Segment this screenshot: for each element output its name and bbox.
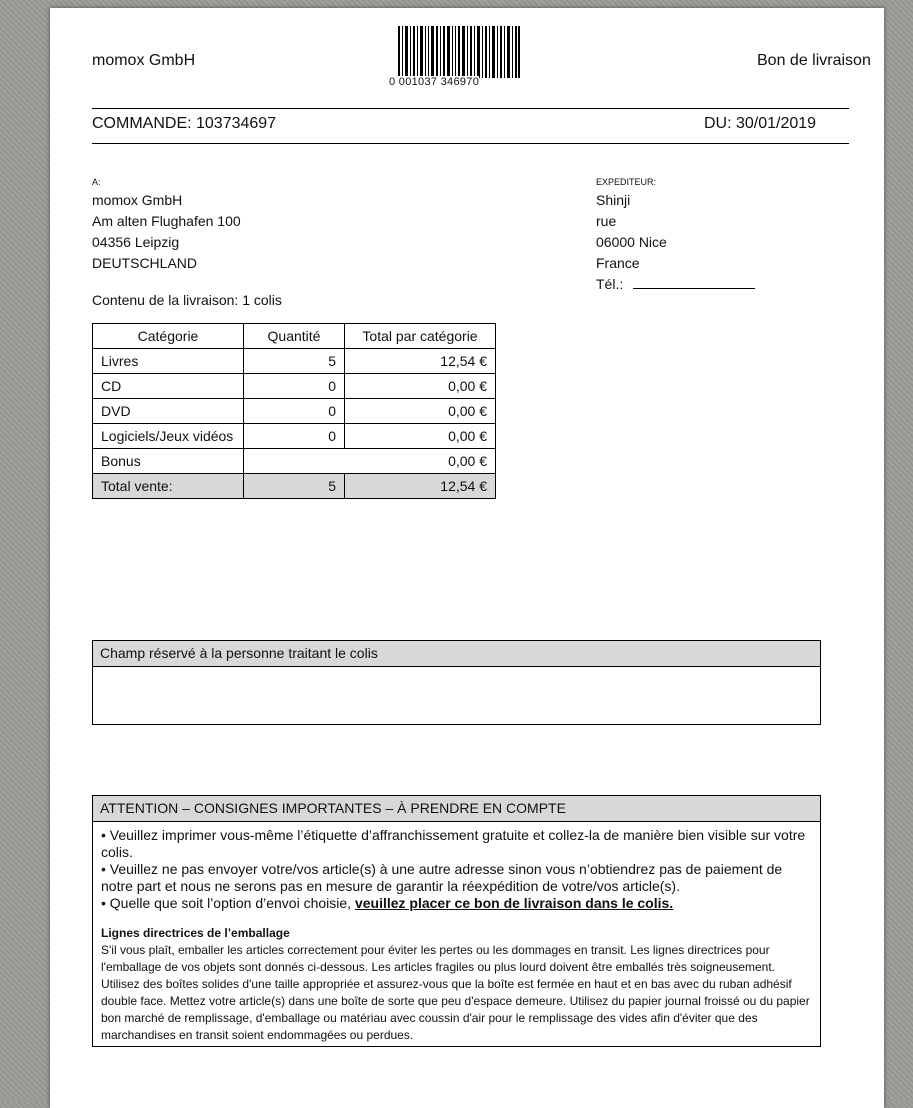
sender-label: EXPEDITEUR:: [596, 177, 657, 187]
column-header: Total par catégorie: [345, 324, 496, 349]
category-table: [92, 323, 496, 499]
quantity-cell: 0: [244, 399, 345, 424]
column-header: Quantité: [244, 324, 345, 349]
order-date: DU: 30/01/2019: [704, 115, 817, 132]
table-row: [93, 374, 496, 399]
quantity-cell: 0: [244, 424, 345, 449]
category-cell: DVD: [93, 399, 244, 424]
category-cell: Logiciels/Jeux vidéos: [93, 424, 244, 449]
recipient-line: 04356 Leipzig: [92, 234, 180, 250]
sender-phone: [596, 274, 755, 295]
total-cell: 0,00 €: [345, 424, 496, 449]
total-cell: 0,00 €: [345, 399, 496, 424]
notice-text: • Quelle que soit l’option d’envoi choisie,: [101, 895, 355, 911]
table-header-row: [93, 324, 496, 349]
document-title: Bon de livraison: [757, 52, 871, 69]
phone-label: Tél.:: [596, 276, 624, 292]
reserved-field-box: [92, 640, 821, 725]
content-summary: Contenu de la livraison: 1 colis: [92, 292, 282, 308]
sender-block: [596, 177, 755, 295]
divider-top: [92, 108, 849, 109]
attention-box: [92, 795, 821, 1047]
table-total-row: [93, 474, 496, 499]
notice-item: • Veuillez ne pas envoyer votre/vos article(s) à une autre adresse sinon vous n’obtiendrez pas de paiement de notre part et nous ne serons pas en mesure de garantir la réexpédition de votre/vos article(s).: [101, 861, 783, 894]
guidelines-title: Lignes directrices de l’emballage: [101, 926, 290, 940]
grand-total-cell: 12,54 €: [345, 474, 496, 499]
guidelines-text: S'il vous plaît, emballer les articles correctement pour éviter les pertes ou les dommages en transit. Les lignes directrices pour l'emballage de vos objets sont donnés ci-dessous. Les articles fragiles ou plus lourd doivent être emballés très soigneusement. Utilisez des boîtes solides d'une taille appropriée et assurez-vous que la boîte est fermée en haut et en bas avec du ruban adhésif double face. Mettez votre article(s) dans une boîte de sorte que peu d'espace demeure. Utilisez du papier journal froissé ou du papier bon marché de remplissage, d'emballage ou matériau avec coussin d'air pour le remplissage des vides afin d'éviter que des marchandises en transit soient endommagées ou perdues.: [101, 943, 810, 1042]
barcode-number: 0 001037 346970: [389, 76, 480, 88]
total-cell: 12,54 €: [345, 349, 496, 374]
quantity-cell: 5: [244, 349, 345, 374]
recipient-line: Am alten Flughafen 100: [92, 213, 241, 229]
total-cell: 0,00 €: [244, 449, 496, 474]
reserved-field-title: Champ réservé à la personne traitant le colis: [93, 641, 820, 667]
table-row: [93, 424, 496, 449]
barcode: [389, 26, 519, 88]
quantity-cell: 0: [244, 374, 345, 399]
table-row: [93, 399, 496, 424]
notice-item: • Veuillez imprimer vous-même l’étiquette d’affranchissement gratuite et collez-la de manière bien visible sur votre colis.: [101, 827, 806, 860]
table-row: [93, 449, 496, 474]
recipient-line: momox GmbH: [92, 192, 183, 208]
barcode-bars: [398, 26, 520, 78]
category-cell: Livres: [93, 349, 244, 374]
sender-line: France: [596, 255, 640, 271]
total-label-cell: Total vente:: [93, 474, 244, 499]
table-row: [93, 349, 496, 374]
category-cell: Bonus: [93, 449, 244, 474]
category-cell: CD: [93, 374, 244, 399]
notice-item: [101, 895, 812, 912]
attention-title: ATTENTION – CONSIGNES IMPORTANTES – À PRENDRE EN COMPTE: [93, 796, 820, 822]
total-cell: 0,00 €: [345, 374, 496, 399]
divider-bottom: [92, 143, 849, 144]
sender-line: rue: [596, 213, 617, 229]
company-name: momox GmbH: [92, 52, 196, 69]
recipient-label: A:: [92, 177, 101, 187]
recipient-line: DEUTSCHLAND: [92, 255, 198, 271]
attention-notices: [93, 822, 820, 912]
sender-line: 06000 Nice: [596, 234, 667, 250]
packaging-guidelines: [93, 921, 820, 1044]
phone-blank-line: [633, 276, 755, 289]
order-number: COMMANDE: 103734697: [92, 115, 277, 132]
recipient-block: [92, 177, 241, 274]
notice-emphasis: veuillez placer ce bon de livraison dans le colis.: [354, 895, 674, 911]
delivery-note-page: [50, 8, 884, 1108]
total-quantity-cell: 5: [244, 474, 345, 499]
column-header: Catégorie: [93, 324, 244, 349]
sender-line: Shinji: [596, 192, 631, 208]
